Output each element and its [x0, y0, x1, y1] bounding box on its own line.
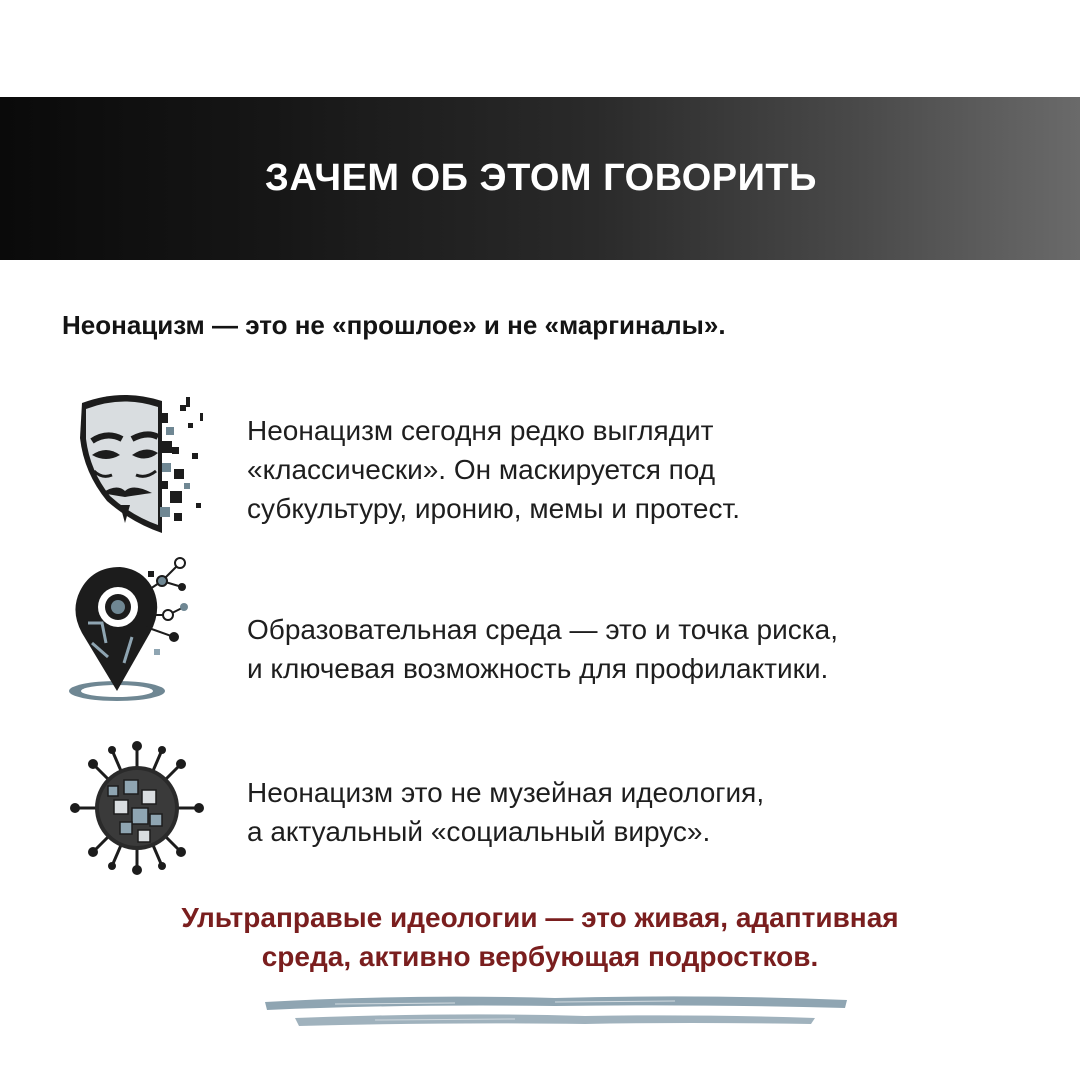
- point-text: [247, 411, 740, 528]
- conclusion-line: среда, активно вербующая подростков.: [261, 941, 819, 972]
- glitch-mask-icon: [62, 383, 212, 543]
- virus-icon: [62, 738, 212, 878]
- point-line: Неонацизм сегодня редко выглядит: [247, 415, 714, 446]
- header-banner: [0, 97, 1080, 260]
- point-item-virus: [62, 738, 1022, 878]
- point-line: Неонацизм это не музейная идеология,: [247, 777, 765, 808]
- conclusion-statement: [0, 898, 1080, 976]
- point-text: [247, 773, 764, 851]
- point-item-mask: [62, 383, 1022, 543]
- point-line: и ключевая возможность для профилактики.: [247, 653, 829, 684]
- point-line: «классически». Он маскируется под: [247, 454, 716, 485]
- lead-statement: Неонацизм — это не «прошлое» и не «маргиналы».: [62, 310, 726, 340]
- network-location-pin-icon: [62, 553, 192, 708]
- point-item-pin: [62, 553, 1022, 713]
- decorative-brush-stroke: [255, 990, 855, 1035]
- point-line: Образовательная среда — это и точка риска,: [247, 614, 838, 645]
- point-line: субкультуру, иронию, мемы и протест.: [247, 493, 740, 524]
- conclusion-line: Ультраправые идеологии — это живая, адаптивная: [181, 902, 899, 933]
- point-text: [247, 610, 838, 688]
- point-line: а актуальный «социальный вирус».: [247, 816, 711, 847]
- page-title: ЗАЧЕМ ОБ ЭТОМ ГОВОРИТЬ: [265, 157, 817, 199]
